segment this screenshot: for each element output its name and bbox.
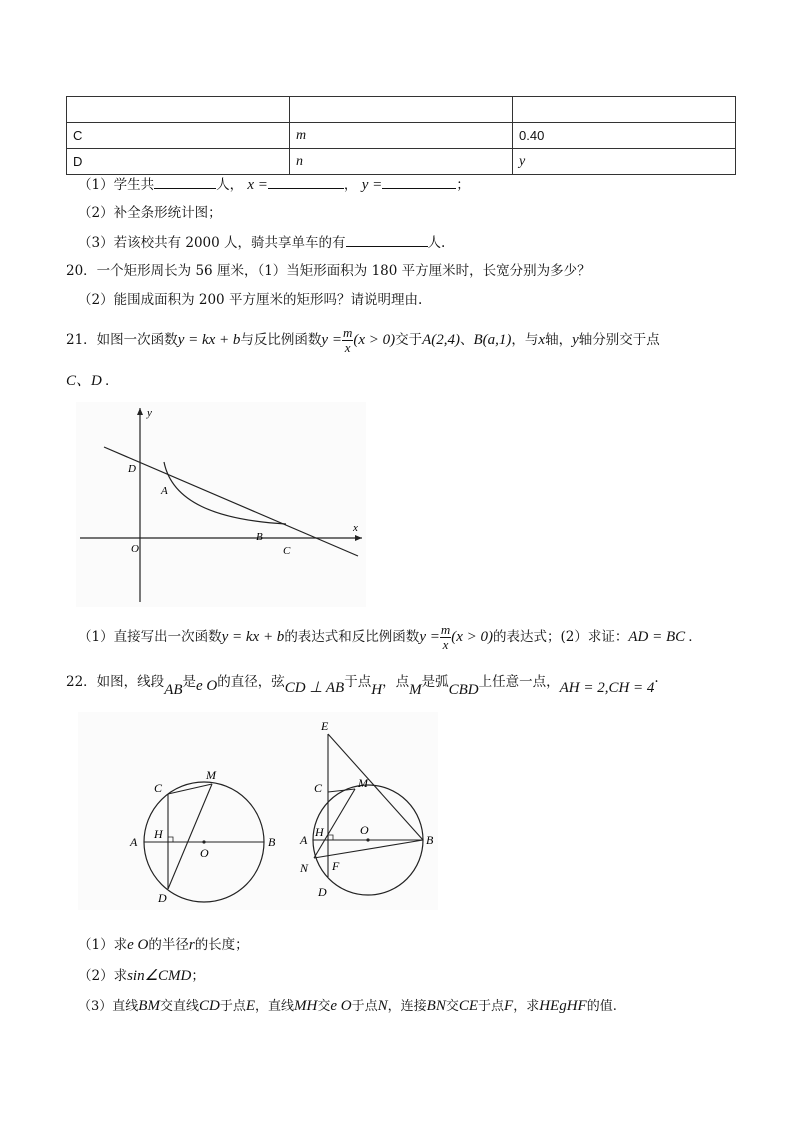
label-C: C	[314, 781, 323, 795]
text: 21．如图一次函数	[66, 332, 178, 348]
label-M: M	[358, 776, 368, 790]
text: 的表达式和反比例函数	[284, 629, 420, 645]
math: CD	[198, 998, 220, 1014]
math: AH = 2,CH = 4	[559, 680, 655, 696]
table-row	[67, 97, 736, 123]
answer-blank	[382, 174, 456, 189]
table-row	[67, 123, 736, 149]
text: ，与	[511, 332, 539, 348]
text: ；	[191, 968, 205, 984]
denominator: x	[344, 340, 351, 355]
math: BM	[138, 998, 160, 1014]
q19-part2: （2）补全条形统计图；	[78, 205, 222, 221]
math: y =	[419, 629, 440, 645]
q22-sub2	[78, 966, 205, 986]
fraction	[342, 326, 353, 355]
text: ，	[343, 177, 358, 193]
label-D: D	[128, 463, 136, 475]
math: x	[538, 332, 546, 348]
table-cell	[67, 97, 290, 123]
math: M	[409, 682, 422, 698]
table-cell: C	[67, 123, 290, 149]
math: CE	[458, 998, 479, 1014]
center-dot	[366, 838, 369, 841]
table-cell	[290, 97, 513, 123]
math: BN	[426, 998, 446, 1014]
segment-MD	[168, 784, 212, 889]
math: (x > 0)	[353, 332, 396, 348]
text: 人.	[427, 235, 446, 251]
label-H: H	[154, 827, 163, 841]
math: CBD	[448, 682, 479, 698]
math: y =	[361, 177, 383, 193]
math: C、D .	[66, 373, 110, 389]
table-row	[67, 149, 736, 175]
label-O: O	[200, 846, 209, 860]
text: 的表达式；(2）求证：	[493, 629, 629, 645]
label-A: A	[300, 833, 308, 847]
math: E	[245, 998, 255, 1014]
answer-blank	[346, 232, 428, 247]
math: y =	[321, 332, 342, 348]
denominator: x	[442, 637, 449, 652]
label-B: B	[426, 833, 434, 847]
line-y-kx-b	[104, 447, 358, 556]
label-A: A	[161, 485, 168, 497]
math: y	[572, 332, 579, 348]
math: CD ⊥ AB	[284, 680, 345, 696]
q20-line1: 20．一个矩形周长为 56 厘米，（1）当矩形面积为 180 平方厘米时，长宽分别为多少？	[66, 263, 591, 279]
line-NB	[314, 840, 423, 858]
table-cell: n	[290, 149, 513, 175]
answer-blank	[268, 174, 344, 189]
circle-figure-2	[299, 719, 434, 899]
label-y: y	[147, 407, 152, 419]
circle-figure-1	[129, 768, 276, 905]
text: 于点	[478, 999, 505, 1014]
text: 交于	[395, 332, 423, 348]
q21-graph-figure	[76, 402, 366, 607]
text: 的长度；	[194, 937, 249, 953]
math: e O	[330, 998, 352, 1014]
math: N	[377, 998, 388, 1014]
math: H	[371, 682, 383, 698]
text: ，求	[513, 999, 540, 1014]
label-F: F	[332, 859, 340, 873]
label-E: E	[321, 719, 329, 733]
text: ·	[654, 674, 659, 690]
label-C: C	[283, 545, 291, 557]
text: 轴分别交于点	[578, 332, 660, 348]
math: sin∠CMD	[127, 968, 192, 984]
line-EB	[328, 734, 423, 840]
q21-points	[66, 371, 109, 391]
q22-stem	[66, 670, 659, 698]
answer-blank	[154, 174, 216, 189]
text: 22．如图，线段	[66, 674, 165, 690]
math: B(a,1)	[473, 332, 512, 348]
table-cell: 0.40	[513, 123, 736, 149]
hyperbola-curve	[164, 462, 286, 524]
text: 于点	[351, 999, 378, 1014]
text: 于点	[344, 674, 372, 690]
fraction	[440, 623, 451, 652]
numerator: m	[342, 325, 353, 340]
x-axis-arrow-icon	[355, 535, 362, 541]
math: HEgHF	[539, 998, 587, 1014]
math: x =	[247, 177, 268, 193]
math: AD = BC .	[628, 629, 693, 645]
y-axis-arrow-icon	[137, 408, 143, 415]
label-B: B	[256, 531, 263, 543]
math: MH	[294, 998, 318, 1014]
center-dot	[202, 840, 205, 843]
label-D: D	[318, 885, 327, 899]
q19-part1	[78, 174, 470, 195]
text: ，直线	[255, 999, 295, 1014]
label-H: H	[315, 825, 324, 839]
table-cell	[513, 97, 736, 123]
math: r	[188, 937, 195, 953]
right-angle-mark	[328, 835, 333, 840]
right-angle-mark	[168, 837, 173, 842]
text: （1）求	[78, 937, 128, 953]
label-N: N	[300, 861, 309, 875]
label-O: O	[360, 823, 369, 837]
text: 的值.	[586, 999, 617, 1014]
math: y = kx + b	[221, 629, 285, 645]
math: A(2,4)	[422, 332, 461, 348]
table-cell: D	[67, 149, 290, 175]
label-O: O	[131, 543, 139, 555]
line-NM	[314, 789, 355, 858]
label-M: M	[206, 768, 216, 782]
label-B: B	[268, 835, 276, 849]
math: AB	[164, 682, 183, 698]
q22-circle-figures	[78, 712, 438, 910]
q20-line2: （2）能围成面积为 200 平方厘米的矩形吗？请说明理由.	[78, 292, 423, 308]
math: (x > 0)	[451, 629, 494, 645]
text: 轴，	[545, 332, 573, 348]
text: （1）学生共	[78, 177, 155, 193]
q21-subquestions	[78, 622, 693, 652]
table-cell: m	[290, 123, 513, 149]
text: ，连接	[387, 999, 427, 1014]
numerator: m	[440, 622, 451, 637]
q22-sub1	[78, 935, 249, 955]
q22-sub3	[78, 996, 617, 1017]
label-A: A	[130, 835, 138, 849]
math: F	[504, 998, 514, 1014]
text: ；	[456, 177, 470, 193]
label-x: x	[353, 522, 358, 534]
q21-stem	[66, 325, 660, 355]
data-table	[66, 96, 736, 175]
segment-CM	[168, 784, 212, 794]
text: 于点	[219, 999, 246, 1014]
text: 、	[460, 332, 474, 348]
label-D: D	[158, 891, 167, 905]
text: ，点	[382, 674, 410, 690]
math: e O	[127, 937, 149, 953]
text: 的直径，弦	[217, 674, 285, 690]
math: e O	[196, 678, 218, 694]
text: 交	[317, 999, 331, 1014]
text: （1）直接写出一次函数	[78, 629, 222, 645]
text: 交直线	[159, 999, 199, 1014]
table-cell: y	[513, 149, 736, 175]
text: 交	[445, 999, 459, 1014]
text: （3）直线	[78, 999, 139, 1014]
text: 人，	[216, 177, 244, 193]
math: y = kx + b	[177, 332, 241, 348]
text: 的半径	[148, 937, 189, 953]
text: 上任意一点，	[478, 674, 560, 690]
text: （2）求	[78, 968, 128, 984]
text: 与反比例函数	[240, 332, 322, 348]
text: 是	[182, 674, 197, 690]
label-C: C	[154, 781, 163, 795]
q19-part3	[78, 232, 445, 253]
text: 是弧	[421, 674, 449, 690]
text: （3）若该校共有 2000 人，骑共享单车的有	[78, 235, 346, 251]
